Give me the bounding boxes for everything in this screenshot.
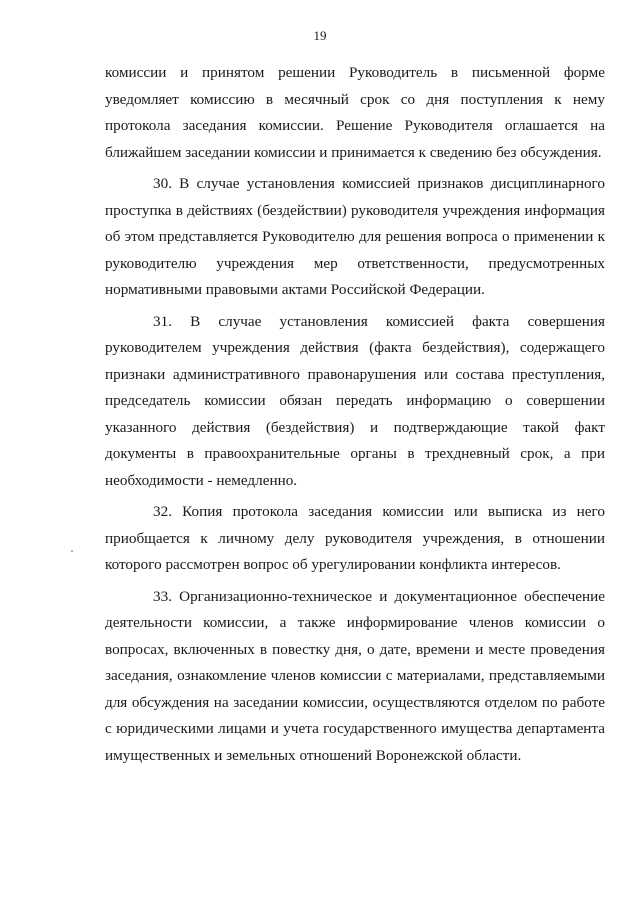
paragraph-continuation: комиссии и принятом решении Руководитель в письменной форме уведомляет комиссию в месячный срок со дня поступления к нему протокола заседания комиссии. Решение Руководителя оглашается на ближайшем заседании комиссии и принимается к сведению без обсуждения. [105, 64, 605, 161]
paragraph-33: 33. Организационно-техническое и документационное обеспечение деятельности комиссии, а также информирование членов комиссии о вопросах, включенных в повестку дня, о дате, времени и месте проведения заседания, ознакомление членов комиссии с материалами, представляемыми для обсуждения на заседании комиссии, осуществляются отделом по работе с юридическими лицами и учета государственного имущества департамента имущественных и земельных отношений Воронежской области. [105, 587, 605, 764]
paragraph-30: 30. В случае установления комиссией признаков дисциплинарного проступка в действиях (бездействии) руководителя учреждения информация об этом представляется Руководителю для решения вопроса о применении к руководителю учреждения мер ответственности, предусмотренных нормативными правовыми актами Российской Федерации. [105, 175, 605, 298]
document-body [105, 60, 605, 769]
page-number: 19 [313, 28, 327, 43]
paragraph-32: 32. Копия протокола заседания комиссии или выписка из него приобщается к личному делу руководителя учреждения, в отношении которого рассмотрен вопрос об урегулировании конфликта интересов. [105, 503, 605, 573]
scan-speck [71, 550, 73, 552]
paragraph-31: 31. В случае установления комиссией факта совершения руководителем учреждения действия (факта бездействия), содержащего признаки административного правонарушения или состава преступления, председатель комиссии обязан передать информацию о совершении указанного действия (бездействия) и подтверждающие такой факт документы в правоохранительные органы в трехдневный срок, а при необходимости - немедленно. [105, 312, 605, 489]
